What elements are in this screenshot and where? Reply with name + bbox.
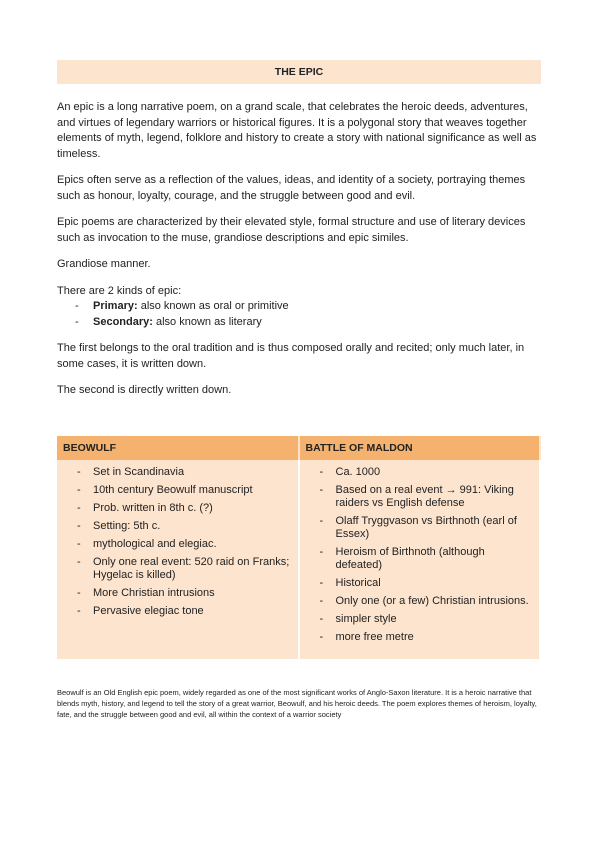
list-item <box>57 315 541 331</box>
table-header: BATTLE OF MALDON <box>299 436 541 460</box>
list-item: - Only one real event: 520 raid on Franks; Hygelac is killed) <box>57 556 292 582</box>
term: Secondary: <box>93 315 153 328</box>
kinds-list <box>57 299 541 330</box>
footnote: Beowulf is an Old English epic poem, widely regarded as one of the most significant works of Anglo-Saxon literature. It is a heroic narrative that blends myth, history, and legend to tell the story of a great warrior, Beowulf, and his heroic deeds. The poem explores themes of heroism, loyalty, fate, and the struggle between good and evil, all within the context of a warrior society <box>57 688 537 719</box>
list-item: - Ca. 1000 <box>300 466 534 479</box>
list-item: - Setting: 5th c. <box>57 520 292 533</box>
list-item: - Pervasive elegiac tone <box>57 605 292 618</box>
comparison-table <box>57 436 541 659</box>
list-item: - simpler style <box>300 613 534 626</box>
list-item: - Based on a real event → 991: Viking raiders vs English defense <box>300 484 534 510</box>
list-item: - Set in Scandinavia <box>57 466 292 479</box>
list-item: - More Christian intrusions <box>57 587 292 600</box>
list-item: - Historical <box>300 577 534 590</box>
list-item: - Prob. written in 8th c. (?) <box>57 502 292 515</box>
paragraph: Epic poems are characterized by their elevated style, formal structure and use of literary devices such as invocation to the muse, grandiose descriptions and epic similes. <box>57 216 526 244</box>
list-item: - Only one (or a few) Christian intrusions. <box>300 595 534 608</box>
table-cell <box>57 460 299 659</box>
table-cell <box>299 460 541 659</box>
list-item: - 10th century Beowulf manuscript <box>57 484 292 497</box>
list-item: - more free metre <box>300 631 534 644</box>
term-desc: also known as oral or primitive <box>137 300 289 312</box>
list-item <box>57 299 541 315</box>
term-desc: also known as literary <box>152 315 262 328</box>
document-body <box>57 60 541 399</box>
paragraph: There are 2 kinds of epic: <box>57 284 182 297</box>
term: Primary: <box>93 300 138 312</box>
paragraph: An epic is a long narrative poem, on a grand scale, that celebrates the heroic deeds, adventures, and virtues of legendary warriors or historical figures. It is a polygonal story that weaves together elements of myth, legend, folklore and history to create a story with national significance as well as timeless. <box>57 101 537 160</box>
paragraph: The second is directly written down. <box>57 384 232 396</box>
paragraph: The first belongs to the oral tradition and is thus composed orally and recited; only much later, in some cases, it is written down. <box>57 342 525 370</box>
paragraph: Grandiose manner. <box>57 258 151 270</box>
list-item: - Heroism of Birthnoth (although defeated) <box>300 546 534 572</box>
list-item: - mythological and elegiac. <box>57 538 292 551</box>
page-title: THE EPIC <box>57 60 541 84</box>
table-header: BEOWULF <box>57 436 299 460</box>
list-item: - Olaff Tryggvason vs Birthnoth (earl of Essex) <box>300 515 534 541</box>
paragraph: Epics often serve as a reflection of the values, ideas, and identity of a society, portraying themes such as honour, loyalty, courage, and the struggle between good and evil. <box>57 174 526 202</box>
